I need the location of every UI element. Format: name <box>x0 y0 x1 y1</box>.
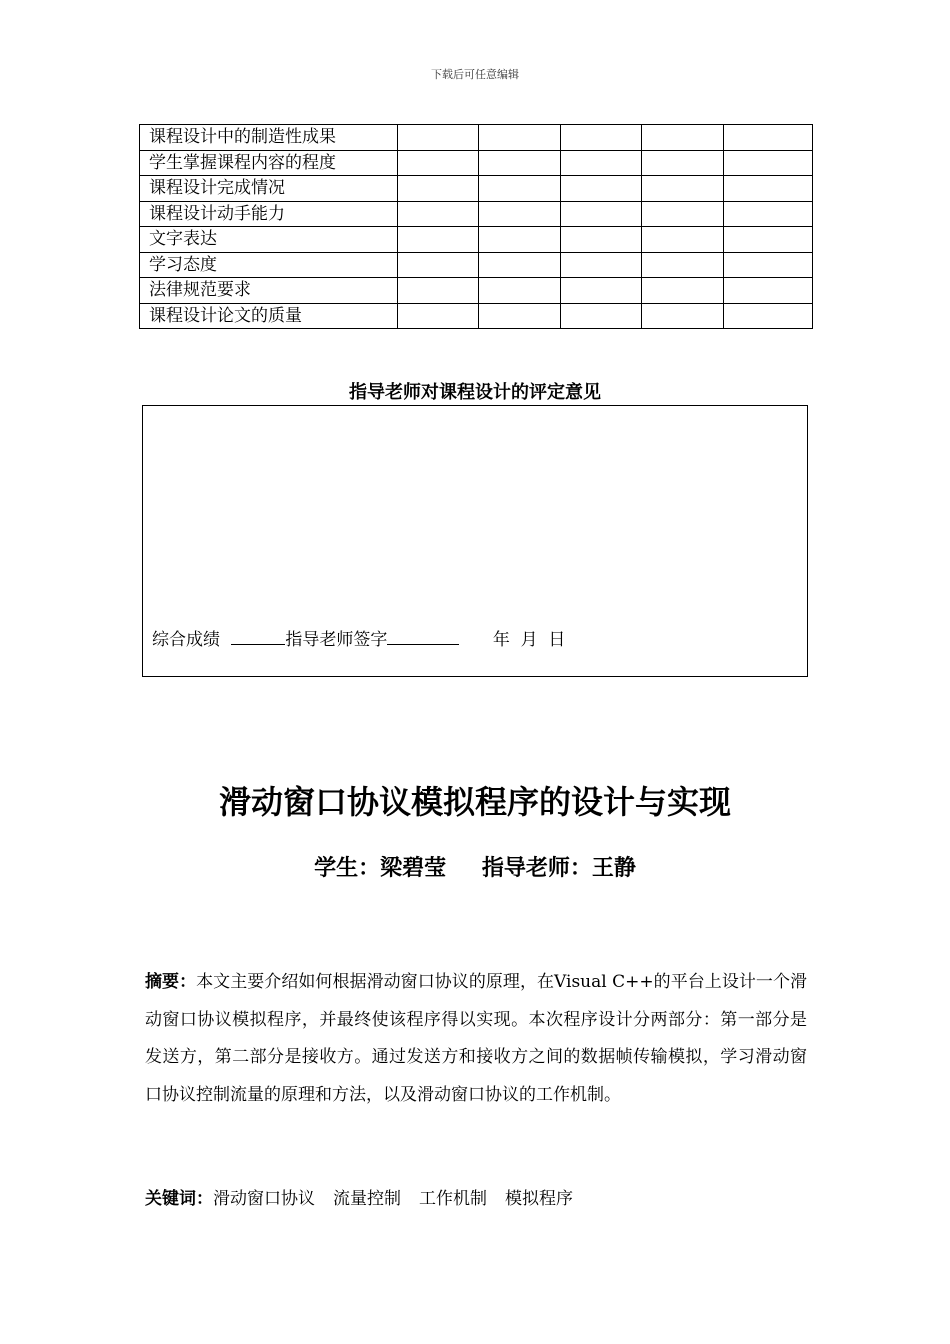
criterion-label: 课程设计论文的质量 <box>140 303 398 329</box>
score-cell <box>398 150 479 176</box>
keywords <box>145 1184 591 1214</box>
score-cell <box>642 252 724 278</box>
score-cell <box>479 303 561 329</box>
keyword-item: 工作机制 <box>419 1189 487 1209</box>
table-row <box>140 150 813 176</box>
score-cell <box>724 278 813 304</box>
table-row <box>140 201 813 227</box>
score-cell <box>642 227 724 253</box>
score-cell <box>479 227 561 253</box>
advisor-name: 王静 <box>591 856 636 881</box>
signature-label: 指导老师签字 <box>285 630 388 650</box>
opinion-title: 指导老师对课程设计的评定意见 <box>349 382 601 403</box>
authors-line <box>0 853 950 885</box>
score-cell <box>398 125 479 151</box>
score-cell <box>724 150 813 176</box>
table-row <box>140 252 813 278</box>
keyword-item: 模拟程序 <box>505 1189 573 1209</box>
score-cell <box>642 278 724 304</box>
abstract <box>145 964 807 1114</box>
score-cell <box>561 278 642 304</box>
keyword-item: 滑动窗口协议 <box>213 1189 315 1209</box>
table-row <box>140 227 813 253</box>
score-cell <box>479 278 561 304</box>
criterion-label: 课程设计中的制造性成果 <box>140 125 398 151</box>
score-cell <box>642 125 724 151</box>
score-cell <box>561 252 642 278</box>
score-cell <box>398 278 479 304</box>
score-cell <box>642 150 724 176</box>
score-cell <box>642 303 724 329</box>
score-cell <box>561 150 642 176</box>
score-cell <box>561 176 642 202</box>
abstract-label: 摘要： <box>145 972 197 992</box>
date-label: 年 月 日 <box>492 630 566 650</box>
abstract-text: 本文主要介绍如何根据滑动窗口协议的原理，在Visual C++的平台上设计一个滑动窗口协议模拟程序，并最终使该程序得以实现。本次程序设计分两部分：第一部分是发送方，第二部分是接收方。通过发送方和接收方之间的数据帧传输模拟，学习滑动窗口协议控制流量的原理和方法，以及滑动窗口协议的工作机制。 <box>145 972 808 1105</box>
keywords-label: 关键词： <box>145 1189 213 1209</box>
score-cell <box>724 176 813 202</box>
score-cell <box>724 252 813 278</box>
score-cell <box>479 125 561 151</box>
evaluation-table <box>139 124 813 329</box>
opinion-box <box>142 405 808 677</box>
table-row <box>140 303 813 329</box>
score-cell <box>642 201 724 227</box>
score-cell <box>724 303 813 329</box>
criterion-label: 学习态度 <box>140 252 398 278</box>
score-cell <box>561 227 642 253</box>
page-header-note: 下载后可任意编辑 <box>431 68 519 81</box>
score-cell <box>398 252 479 278</box>
score-cell <box>561 201 642 227</box>
score-cell <box>642 176 724 202</box>
score-cell <box>479 150 561 176</box>
student-name: 梁碧莹 <box>380 856 447 881</box>
score-cell <box>479 201 561 227</box>
table-row <box>140 278 813 304</box>
keywords-list <box>213 1189 591 1209</box>
score-cell <box>398 201 479 227</box>
score-cell <box>724 125 813 151</box>
score-cell <box>479 252 561 278</box>
score-cell <box>398 176 479 202</box>
score-cell <box>398 227 479 253</box>
criterion-label: 课程设计完成情况 <box>140 176 398 202</box>
score-cell <box>398 303 479 329</box>
keyword-item: 流量控制 <box>333 1189 401 1209</box>
grade-label: 综合成绩 <box>152 630 220 650</box>
table-row <box>140 176 813 202</box>
table-row <box>140 125 813 151</box>
signature-blank <box>387 628 459 645</box>
score-cell <box>724 201 813 227</box>
score-cell <box>724 227 813 253</box>
criterion-label: 法律规范要求 <box>140 278 398 304</box>
score-cell <box>561 303 642 329</box>
criterion-label: 课程设计动手能力 <box>140 201 398 227</box>
score-cell <box>479 176 561 202</box>
advisor-label: 指导老师： <box>481 856 592 881</box>
criterion-label: 文字表达 <box>140 227 398 253</box>
paper-title: 滑动窗口协议模拟程序的设计与实现 <box>218 783 731 821</box>
criterion-label: 学生掌握课程内容的程度 <box>140 150 398 176</box>
grade-blank <box>231 628 285 645</box>
score-cell <box>561 125 642 151</box>
opinion-footer <box>152 628 565 652</box>
student-label: 学生： <box>314 856 381 881</box>
